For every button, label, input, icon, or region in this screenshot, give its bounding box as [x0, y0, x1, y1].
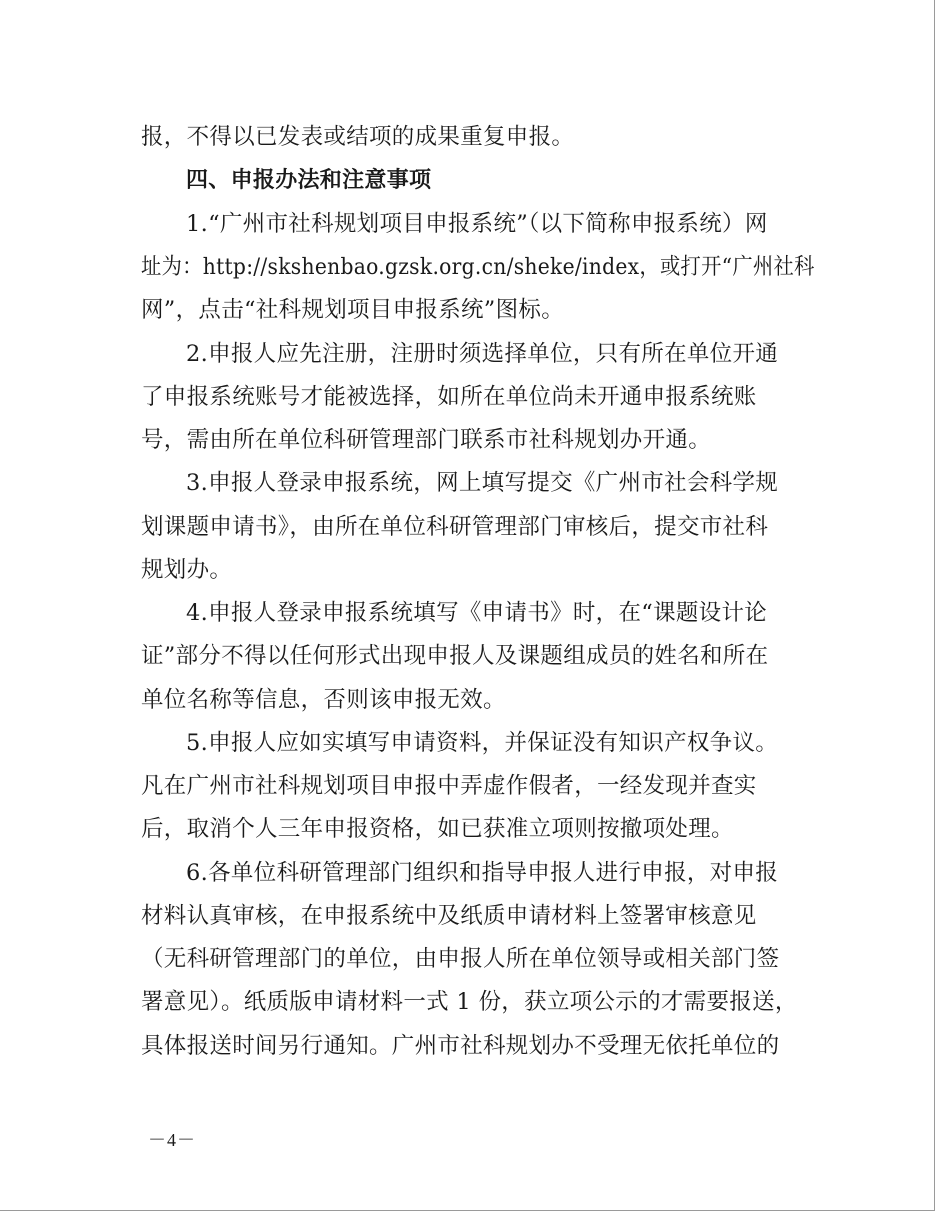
- text-line: 规划办。: [141, 557, 233, 583]
- text-line: 址为：http://skshenbao.gzsk.org.cn/sheke/index，或打开“广州社科: [141, 254, 815, 280]
- page-number: －4－: [148, 1130, 196, 1150]
- text-line: 5.申报人应如实填写申请资料，并保证没有知识产权争议。: [186, 730, 779, 756]
- text-line: 3.申报人登录申报系统，网上填写提交《广州市社会科学规: [186, 470, 779, 496]
- text-line: 证”部分不得以任何形式出现申报人及课题组成员的姓名和所在: [141, 643, 769, 669]
- text-line: 号，需由所在单位科研管理部门联系市社科规划办开通。: [141, 427, 712, 453]
- section-heading: 四、申报办法和注意事项: [186, 168, 432, 193]
- text-line: 1.“广州市社科规划项目申报系统”（以下简称申报系统）网: [186, 211, 768, 237]
- text-line: 材料认真审核，在申报系统中及纸质申请材料上签署审核意见: [141, 903, 757, 929]
- text-line: 了申报系统账号才能被选择，如所在单位尚未开通申报系统账: [141, 384, 757, 410]
- text-line: 署意见）。纸质版申请材料一式 1 份，获立项公示的才需要报送，: [141, 989, 798, 1015]
- text-line: 单位名称等信息，否则该申报无效。: [141, 687, 506, 713]
- text-line: 后，取消个人三年申报资格，如已获准立项则按撤项处理。: [141, 816, 734, 842]
- text-line: 报，不得以已发表或结项的成果重复申报。: [141, 124, 575, 150]
- text-line: （无科研管理部门的单位，由申报人所在单位领导或相关部门签: [141, 946, 780, 972]
- text-line: 2.申报人应先注册，注册时须选择单位，只有所在单位开通: [186, 341, 779, 367]
- text-line: 凡在广州市社科规划项目申报中弄虚作假者，一经发现并查实: [141, 773, 757, 799]
- text-line: 4.申报人登录申报系统填写《申请书》时，在“课题设计论: [186, 600, 768, 626]
- text-line: 6.各单位科研管理部门组织和指导申报人进行申报，对申报: [186, 860, 779, 886]
- text-line: 具体报送时间另行通知。广州市社科规划办不受理无依托单位的: [141, 1033, 780, 1059]
- text-line: 划课题申请书》，由所在单位科研管理部门审核后，提交市社科: [141, 514, 769, 540]
- text-line: 网”，点击“社科规划项目申报系统”图标。: [141, 297, 565, 323]
